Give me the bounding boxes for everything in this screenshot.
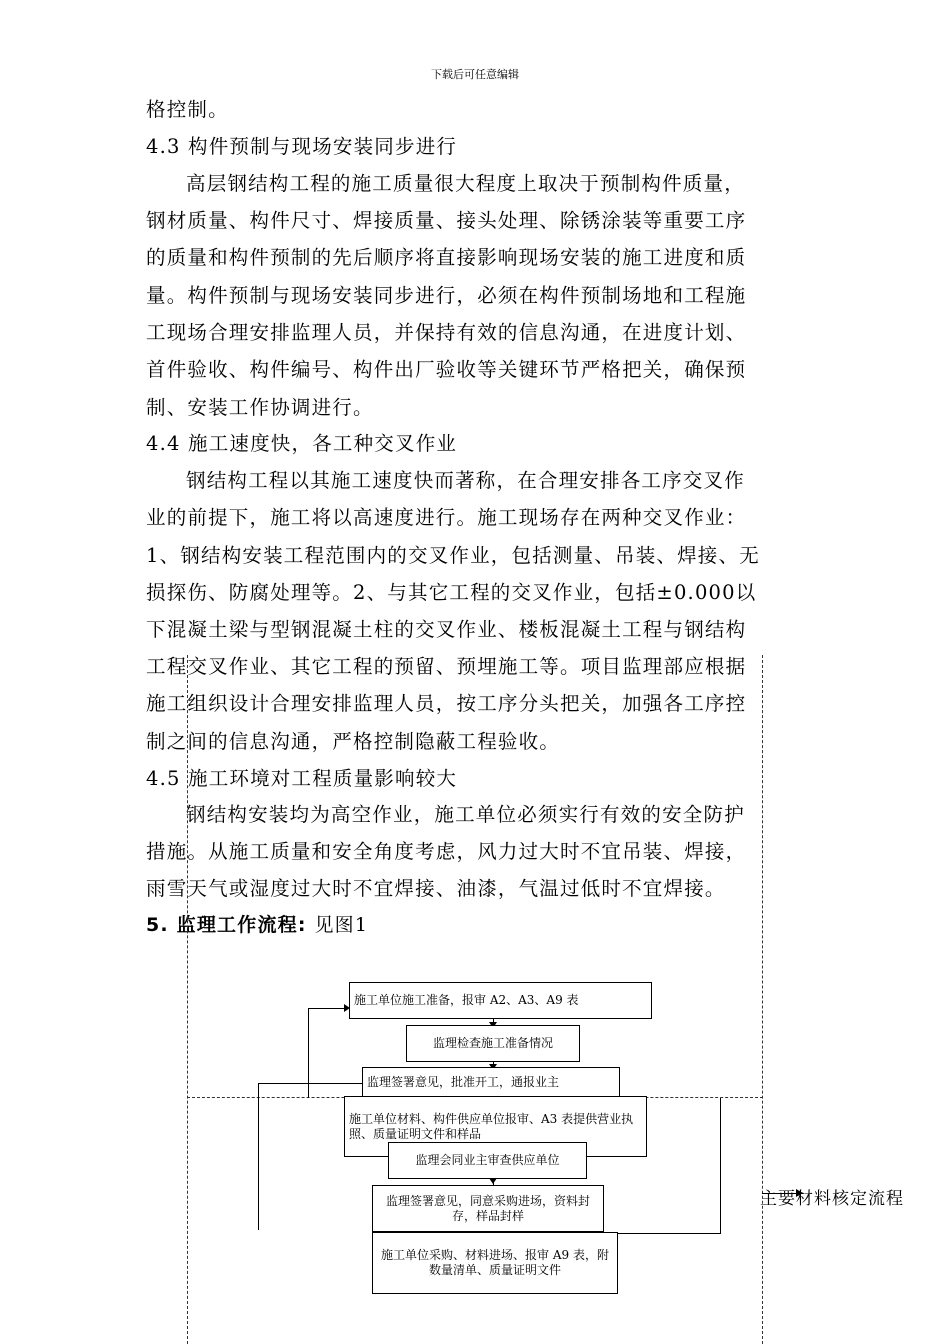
page-header: 下载后可任意编辑 bbox=[431, 68, 519, 81]
paragraph-line: 制、安装工作协调进行。 bbox=[146, 396, 374, 419]
paragraph-line: 格控制。 bbox=[146, 98, 229, 121]
flow-box-review-supplier: 监理会同业主审查供应单位 bbox=[388, 1142, 587, 1179]
paragraph-line: 的质量和构件预制的先后顺序将直接影响现场安装的施工进度和质 bbox=[146, 246, 747, 269]
flow-box-construction-prep: 施工单位施工准备，报审 A2、A3、A9 表 bbox=[349, 982, 652, 1019]
paragraph-line: 下混凝土梁与型钢混凝土柱的交叉作业、楼板混凝土工程与钢结构 bbox=[146, 618, 747, 641]
paragraph-line: 雨雪天气或湿度过大时不宜焊接、油漆，气温过低时不宜焊接。 bbox=[146, 877, 726, 900]
paragraph-line: 损探伤、防腐处理等。2、与其它工程的交叉作业，包括±0.000以 bbox=[146, 581, 757, 604]
section-heading-4-3: 4.3 构件预制与现场安装同步进行 bbox=[146, 135, 458, 158]
paragraph-line: 施工组织设计合理安排监理人员，按工序分头把关，加强各工序控 bbox=[146, 692, 747, 715]
section-5-figure-ref: 见图1 bbox=[314, 914, 369, 936]
flow-box-procure-materials: 施工单位采购、材料进场、报审 A9 表，附数量清单、质量证明文件 bbox=[372, 1232, 618, 1294]
section-heading-4-5: 4.5 施工环境对工程质量影响较大 bbox=[146, 767, 458, 790]
paragraph-line: 钢结构工程以其施工速度快而著称，在合理安排各工序交叉作 bbox=[186, 469, 745, 492]
paragraph-line: 量。构件预制与现场安装同步进行，必须在构件预制场地和工程施 bbox=[146, 284, 747, 307]
paragraph-line: 高层钢结构工程的施工质量很大程度上取决于预制构件质量， bbox=[186, 172, 745, 195]
flow-box-approve-procurement: 监理签署意见，同意采购进场，资料封存，样品封样 bbox=[372, 1185, 604, 1232]
section-heading-4-4: 4.4 施工速度快，各工种交叉作业 bbox=[146, 432, 458, 455]
paragraph-line: 业的前提下，施工将以高速度进行。施工现场存在两种交叉作业： bbox=[146, 506, 747, 529]
paragraph-line: 钢结构安装均为高空作业，施工单位必须实行有效的安全防护 bbox=[186, 803, 745, 826]
paragraph-line: 1、钢结构安装工程范围内的交叉作业，包括测量、吊装、焊接、无 bbox=[146, 544, 760, 567]
flow-box-approve-start: 监理签署意见，批准开工，通报业主 bbox=[362, 1067, 620, 1097]
flow-side-label: 主要材料核定流程 bbox=[760, 1189, 904, 1209]
paragraph-line: 制之间的信息沟通，严格控制隐蔽工程验收。 bbox=[146, 730, 561, 753]
flow-box-inspect-prep: 监理检查施工准备情况 bbox=[406, 1025, 580, 1062]
paragraph-line: 工现场合理安排监理人员，并保持有效的信息沟通，在进度计划、 bbox=[146, 321, 747, 344]
flow-box-supplier-submission: 施工单位材料、构件供应单位报审、A3 表提供营业执照、质量证明文件和样品 bbox=[344, 1096, 647, 1157]
paragraph-line: 首件验收、构件编号、构件出厂验收等关键环节严格把关，确保预 bbox=[146, 358, 747, 381]
paragraph-line: 措施。从施工质量和安全角度考虑，风力过大时不宜吊装、焊接， bbox=[146, 840, 747, 863]
section-5-title: 5. 监理工作流程: bbox=[146, 914, 307, 936]
paragraph-line: 钢材质量、构件尺寸、焊接质量、接头处理、除锈涂装等重要工序 bbox=[146, 209, 747, 232]
paragraph-line: 工程交叉作业、其它工程的预留、预埋施工等。项目监理部应根据 bbox=[146, 655, 747, 678]
